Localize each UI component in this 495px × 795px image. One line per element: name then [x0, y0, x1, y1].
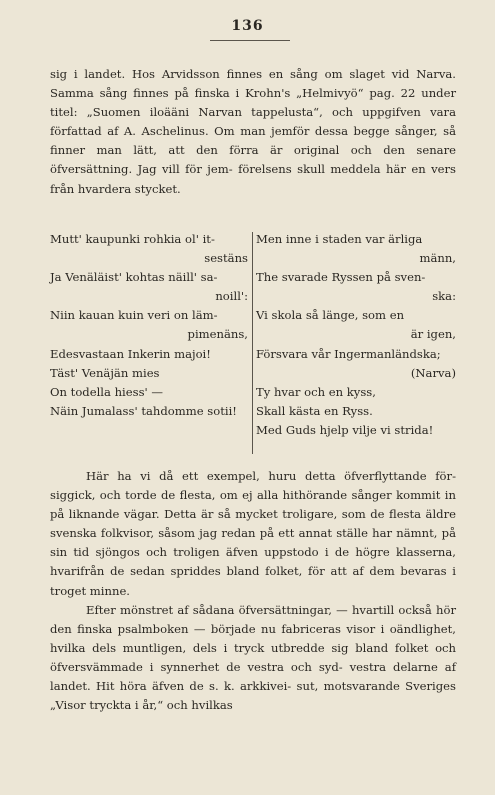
verse-line-continuation: sestäns: [204, 251, 248, 266]
text-line: kommit in på liknande vägar. Detta är så mycket troligare,: [50, 488, 456, 522]
text-line: och uppgifven vara författad af A. Aschelinus. Om man: [50, 105, 457, 139]
text-line: siggick, och torde de flesta, om ej alla hithörande sånger: [50, 488, 392, 503]
verse-line-continuation: (Narva): [410, 365, 456, 380]
intro-text: [50, 65, 456, 199]
verse-line-continuation: är igen,: [410, 327, 456, 342]
intro-paragraph: [50, 65, 456, 199]
verse-line: Ty hvar och en kyss,: [256, 384, 376, 399]
text-line: är original och den senare öfversättning. Jag vill för jem-: [50, 143, 456, 177]
finnish-verse: [50, 230, 248, 421]
verse-line: Täst' Venäjän mies: [50, 365, 160, 380]
text-line: oändlighet, hvilka dels muntligen, dels i tryck utbredde sig: [50, 621, 456, 655]
verse-line: On todella hiess' —: [50, 384, 163, 399]
verse-line: Med Guds hjelp vilje vi strida!: [256, 422, 434, 437]
text-line: sig i landet. Hos Arvidsson finnes en sång om slaget vid: [50, 67, 410, 81]
text-line: annat ställe har nämnt, på sin tid sjöngos och troligen äfven: [50, 526, 456, 560]
text-line: pag. 22 under titel: „Suomen iloääni Narvan tappelusta“,: [50, 86, 456, 120]
paragraph-fabrication: [50, 601, 456, 716]
text-line: som de flesta äldre svenska folkvisor, såsom jag redan på ett: [50, 507, 456, 541]
text-line: sut, motsvarande Sveriges „Visor tryckta i år,“ och hvilkas: [50, 679, 456, 713]
text-line: förelsens skull meddela här en vers från hvardera stycket.: [50, 162, 456, 196]
text-line: jemför dessa begge sånger, så finner man lätt, att den förra: [50, 124, 456, 158]
text-line: Här ha vi då ett exempel, huru detta öfverflyttande för-: [86, 469, 456, 483]
verse-line: Vi skola så länge, som en: [256, 308, 405, 323]
verse-line: Näin Jumalass' tahdomme sotii!: [50, 403, 237, 418]
text-line: Efter mönstret af sådana öfversättningar, — hvartill också: [86, 602, 432, 617]
verse-line: Mutt' kaupunki rohkia ol' it-: [50, 232, 215, 246]
text-line: uppstodo i de högre klasserna, hvarifrån de sedan spriddes: [50, 545, 456, 579]
closing-paragraphs: [50, 467, 456, 715]
column-divider: [252, 232, 253, 454]
text-line: vestra delarne af landet. Hit höra äfven de s. k. arkkivei-: [50, 659, 456, 694]
verse-line: Edesvastaan Inkerin majoi!: [50, 346, 211, 361]
text-line: bland folket, för att af dem bevaras i troget minne.: [50, 564, 456, 598]
text-line: bland folket och öfversvämmade i synnerhet de vestra och syd-: [50, 640, 457, 674]
verse-line: Skall kästa en Ryss.: [256, 403, 373, 418]
verse-line: Försvara vår Ingermanländska;: [256, 346, 441, 361]
text-line: hör den finska psalmboken — började nu fabriceras visor i: [50, 602, 456, 636]
verse-line: The svarade Ryssen på sven-: [256, 270, 426, 285]
swedish-verse: [256, 230, 456, 440]
page-number: 136: [231, 18, 264, 34]
paragraph-example: [50, 467, 456, 601]
verse-line-continuation: pimenäns,: [187, 327, 248, 342]
verse-line-continuation: noill':: [215, 289, 248, 304]
text-line: Narva. Samma sång finnes på finska i Krohn's „Helmivyö“: [50, 67, 456, 101]
verse-line-continuation: ska:: [432, 289, 456, 304]
verse-line-continuation: männ,: [419, 251, 456, 266]
verse-line: Niin kauan kuin veri on läm-: [50, 308, 218, 323]
header-rule: [210, 40, 290, 41]
verse-line: Ja Venäläist' kohtas näill' sa-: [50, 270, 218, 285]
verse-line: Men inne i staden var ärliga: [256, 232, 423, 246]
parallel-poem: [50, 230, 456, 456]
